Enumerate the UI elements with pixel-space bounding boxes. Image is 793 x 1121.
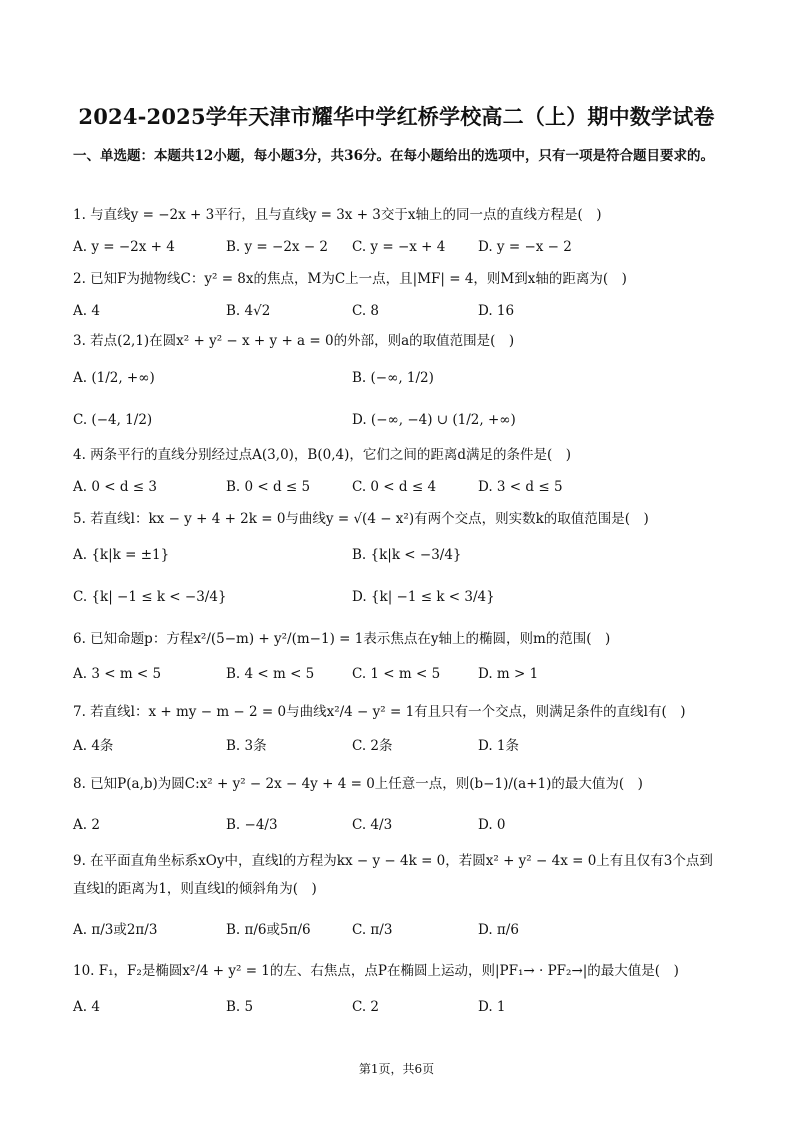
question-8: 8. 已知P(a,b)为圆C:x² + y² − 2x − 4y + 4 = 0上任意一点，则(b−1)/(a+1)的最大值为( ) (73, 776, 643, 792)
option-b: B. 5 (226, 999, 254, 1015)
option-a: A. y = −2x + 4 (73, 239, 175, 255)
option-b: B. {k|k < −3/4} (352, 547, 462, 563)
option-c: C. 0 < d ≤ 4 (352, 479, 437, 495)
option-d: D. 0 (478, 817, 506, 833)
question-8-options (73, 811, 723, 839)
question-6-options (73, 660, 723, 688)
option-d: D. π/6 (478, 922, 519, 938)
option-c: C. y = −x + 4 (352, 239, 446, 255)
option-a: A. 0 < d ≤ 3 (73, 479, 157, 495)
option-c: C. 4/3 (352, 817, 393, 833)
question-3-options-row2 (73, 406, 723, 434)
option-b: B. π/6或5π/6 (226, 922, 311, 938)
option-d: D. 16 (478, 303, 515, 319)
page-footer: 第1页，共6页 (358, 1062, 435, 1076)
option-b: B. 3条 (226, 738, 267, 754)
option-b: B. 4√2 (226, 303, 271, 319)
question-3-options-row1 (73, 364, 723, 392)
option-c: C. (−4, 1/2) (73, 412, 153, 428)
question-6: 6. 已知命题p：方程x²/(5−m) + y²/(m−1) = 1表示焦点在y轴上的椭圆，则m的范围( ) (73, 631, 611, 647)
question-5-options-row2 (73, 583, 723, 611)
question-1: 1. 与直线y = −2x + 3平行，且与直线y = 3x + 3交于x轴上的同一点的直线方程是( ) (73, 207, 602, 223)
option-b: B. (−∞, 1/2) (352, 370, 434, 386)
question-4: 4. 两条平行的直线分别经过点A(3,0)，B(0,4)，它们之间的距离d满足的条件是( ) (73, 447, 572, 463)
question-5: 5. 若直线l：kx − y + 4 + 2k = 0与曲线y = √(4 − x²)有两个交点，则实数k的取值范围是( ) (73, 511, 649, 527)
question-7-options (73, 732, 723, 760)
option-c: C. 1 < m < 5 (352, 666, 441, 682)
option-d: D. 1条 (478, 738, 520, 754)
option-d: D. (−∞, −4) ∪ (1/2, +∞) (352, 412, 516, 428)
option-c: C. 8 (352, 303, 380, 319)
option-a: A. 4 (73, 303, 100, 319)
option-c: C. π/3 (352, 922, 393, 938)
option-d: D. 3 < d ≤ 5 (478, 479, 563, 495)
question-10: 10. F₁，F₂是椭圆x²/4 + y² = 1的左、右焦点，点P在椭圆上运动，则|PF₁→ · PF₂→|的最大值是( ) (73, 963, 679, 979)
option-a: A. {k|k = ±1} (73, 547, 170, 563)
option-a: A. 2 (73, 817, 100, 833)
question-5-options-row1 (73, 541, 723, 569)
option-b: B. 4 < m < 5 (226, 666, 315, 682)
option-c: C. 2条 (352, 738, 393, 754)
option-d: D. m > 1 (478, 666, 539, 682)
question-10-options (73, 993, 723, 1021)
option-b: B. −4/3 (226, 817, 278, 833)
option-a: A. (1/2, +∞) (73, 370, 155, 386)
option-a: A. 4 (73, 999, 100, 1015)
section-heading: 一、单选题：本题共12小题，每小题3分，共36分。在每小题给出的选项中，只有一项是符合题目要求的。 (73, 148, 714, 164)
question-7: 7. 若直线l：x + my − m − 2 = 0与曲线x²/4 − y² = 1有且只有一个交点，则满足条件的直线l有( ) (73, 704, 686, 720)
page-title: 2024-2025学年天津市耀华中学红桥学校高二（上）期中数学试卷 (78, 104, 715, 129)
question-2: 2. 已知F为抛物线C：y² = 8x的焦点，M为C上一点，且|MF| = 4，则M到x轴的距离为( ) (73, 271, 627, 287)
question-9-options (73, 916, 723, 944)
option-d: D. y = −x − 2 (478, 239, 572, 255)
option-d: D. 1 (478, 999, 506, 1015)
question-2-options (73, 297, 723, 325)
option-d: D. {k| −1 ≤ k < 3/4} (352, 589, 495, 605)
option-c: C. {k| −1 ≤ k < −3/4} (73, 589, 227, 605)
option-b: B. y = −2x − 2 (226, 239, 329, 255)
question-9: 9. 在平面直角坐标系xOy中，直线l的方程为kx − y − 4k = 0，若圆x² + y² − 4x = 0上有且仅有3个点到直线l的距离为1，则直线l的倾斜角为( ) (73, 853, 713, 897)
option-a: A. π/3或2π/3 (73, 922, 158, 938)
question-3: 3. 若点(2,1)在圆x² + y² − x + y + a = 0的外部，则a的取值范围是( ) (73, 333, 515, 349)
option-a: A. 3 < m < 5 (73, 666, 162, 682)
option-c: C. 2 (352, 999, 380, 1015)
question-4-options (73, 473, 723, 501)
option-b: B. 0 < d ≤ 5 (226, 479, 311, 495)
option-a: A. 4条 (73, 738, 114, 754)
question-1-options (73, 233, 723, 261)
